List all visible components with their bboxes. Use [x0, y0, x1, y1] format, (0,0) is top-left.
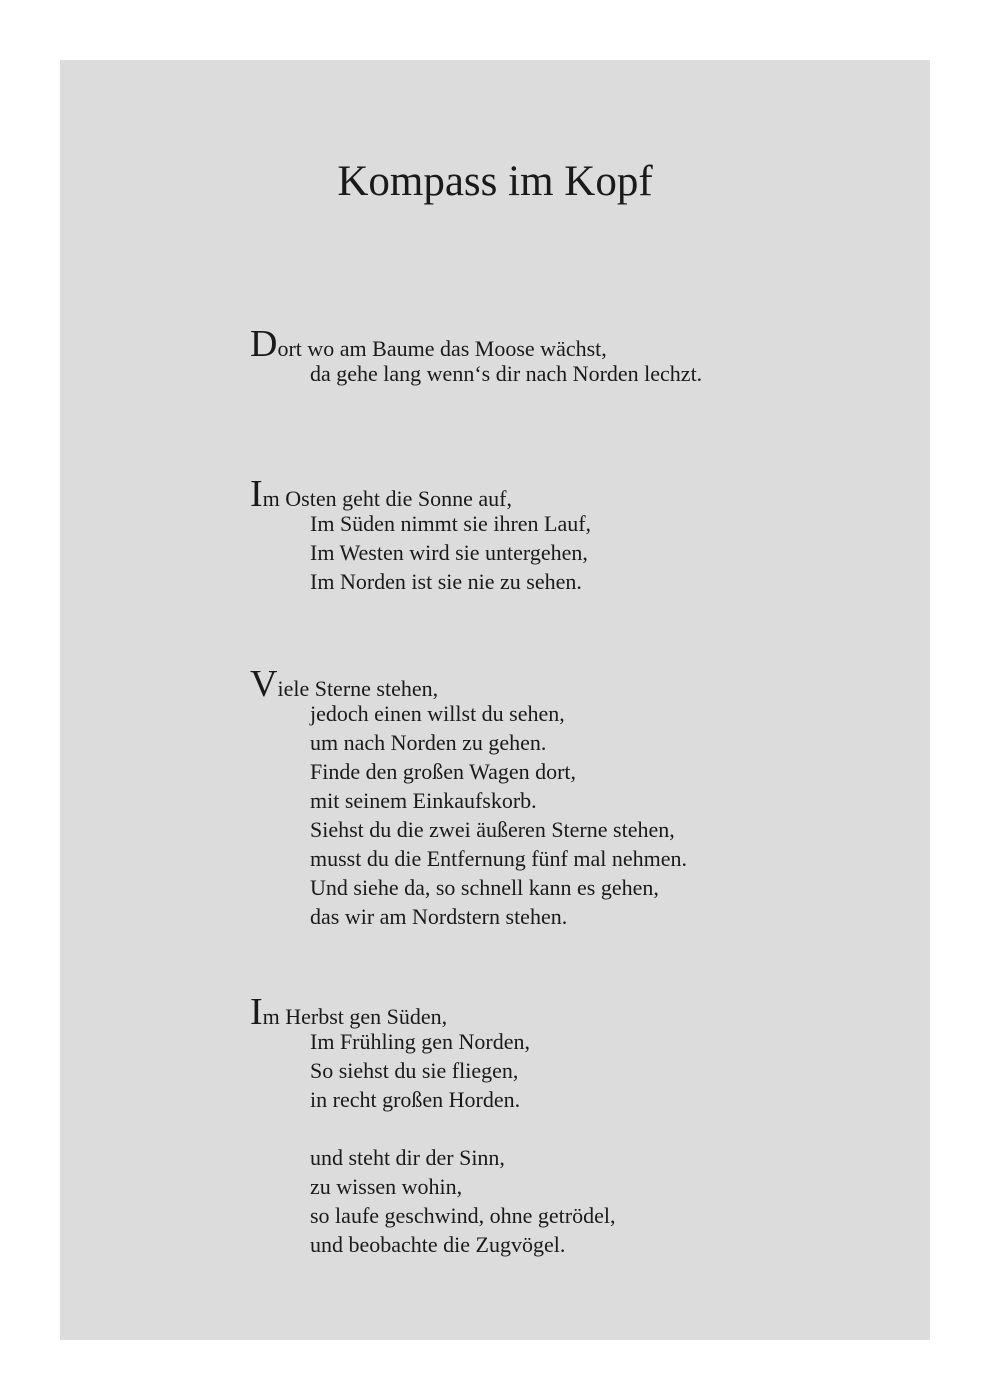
initial-letter: I	[250, 473, 263, 515]
stanza-line	[250, 991, 615, 1033]
stanza-line: Im Westen wird sie untergehen,	[310, 540, 588, 565]
stanza-line	[250, 323, 702, 365]
stanza-line: und beobachte die Zugvögel.	[310, 1232, 566, 1257]
line-text: ort wo am Baume das Moose wächst,	[277, 336, 607, 361]
stanza-line: Im Norden ist sie nie zu sehen.	[310, 569, 582, 594]
initial-letter: V	[250, 663, 278, 705]
stanza-line: Siehst du die zwei äußeren Sterne stehen,	[310, 817, 675, 842]
stanza-line: Und siehe da, so schnell kann es gehen,	[310, 875, 659, 900]
stanza-2	[250, 473, 592, 596]
stanza-line: und steht dir der Sinn,	[310, 1145, 505, 1170]
stanza-4	[250, 991, 616, 1259]
stanza-line: Im Frühling gen Norden,	[310, 1029, 530, 1054]
stanza-line: das wir am Nordstern stehen.	[310, 904, 568, 929]
line-text: iele Sterne stehen,	[277, 676, 439, 701]
stanza-line: um nach Norden zu gehen.	[310, 730, 547, 755]
poem-page	[60, 60, 930, 1340]
stanza-line	[250, 663, 687, 705]
stanza-line: da gehe lang wenn‘s dir nach Norden lechzt.	[310, 361, 703, 386]
stanza-line: Im Süden nimmt sie ihren Lauf,	[310, 511, 592, 536]
stanza-line: musst du die Entfernung fünf mal nehmen.	[310, 846, 687, 871]
stanza-3	[250, 663, 687, 931]
poem-title: Kompass im Kopf	[337, 158, 653, 205]
stanza-line: so laufe geschwind, ohne getrödel,	[310, 1203, 616, 1228]
stanza-1	[250, 323, 703, 388]
stanza-line: Finde den großen Wagen dort,	[310, 759, 577, 784]
stanza-line: in recht großen Horden.	[310, 1087, 521, 1112]
stanza-line: zu wissen wohin,	[310, 1174, 463, 1199]
initial-letter: D	[250, 323, 278, 365]
initial-letter: I	[250, 991, 263, 1033]
stanza-gap	[250, 1114, 615, 1143]
stanza-line: So siehst du sie fliegen,	[310, 1058, 519, 1083]
stanza-line	[250, 473, 591, 515]
stanza-line: mit seinem Einkaufskorb.	[310, 788, 537, 813]
stanza-line: jedoch einen willst du sehen,	[310, 701, 565, 726]
line-text: m Osten geht die Sonne auf,	[262, 486, 512, 511]
line-text: m Herbst gen Süden,	[262, 1004, 448, 1029]
